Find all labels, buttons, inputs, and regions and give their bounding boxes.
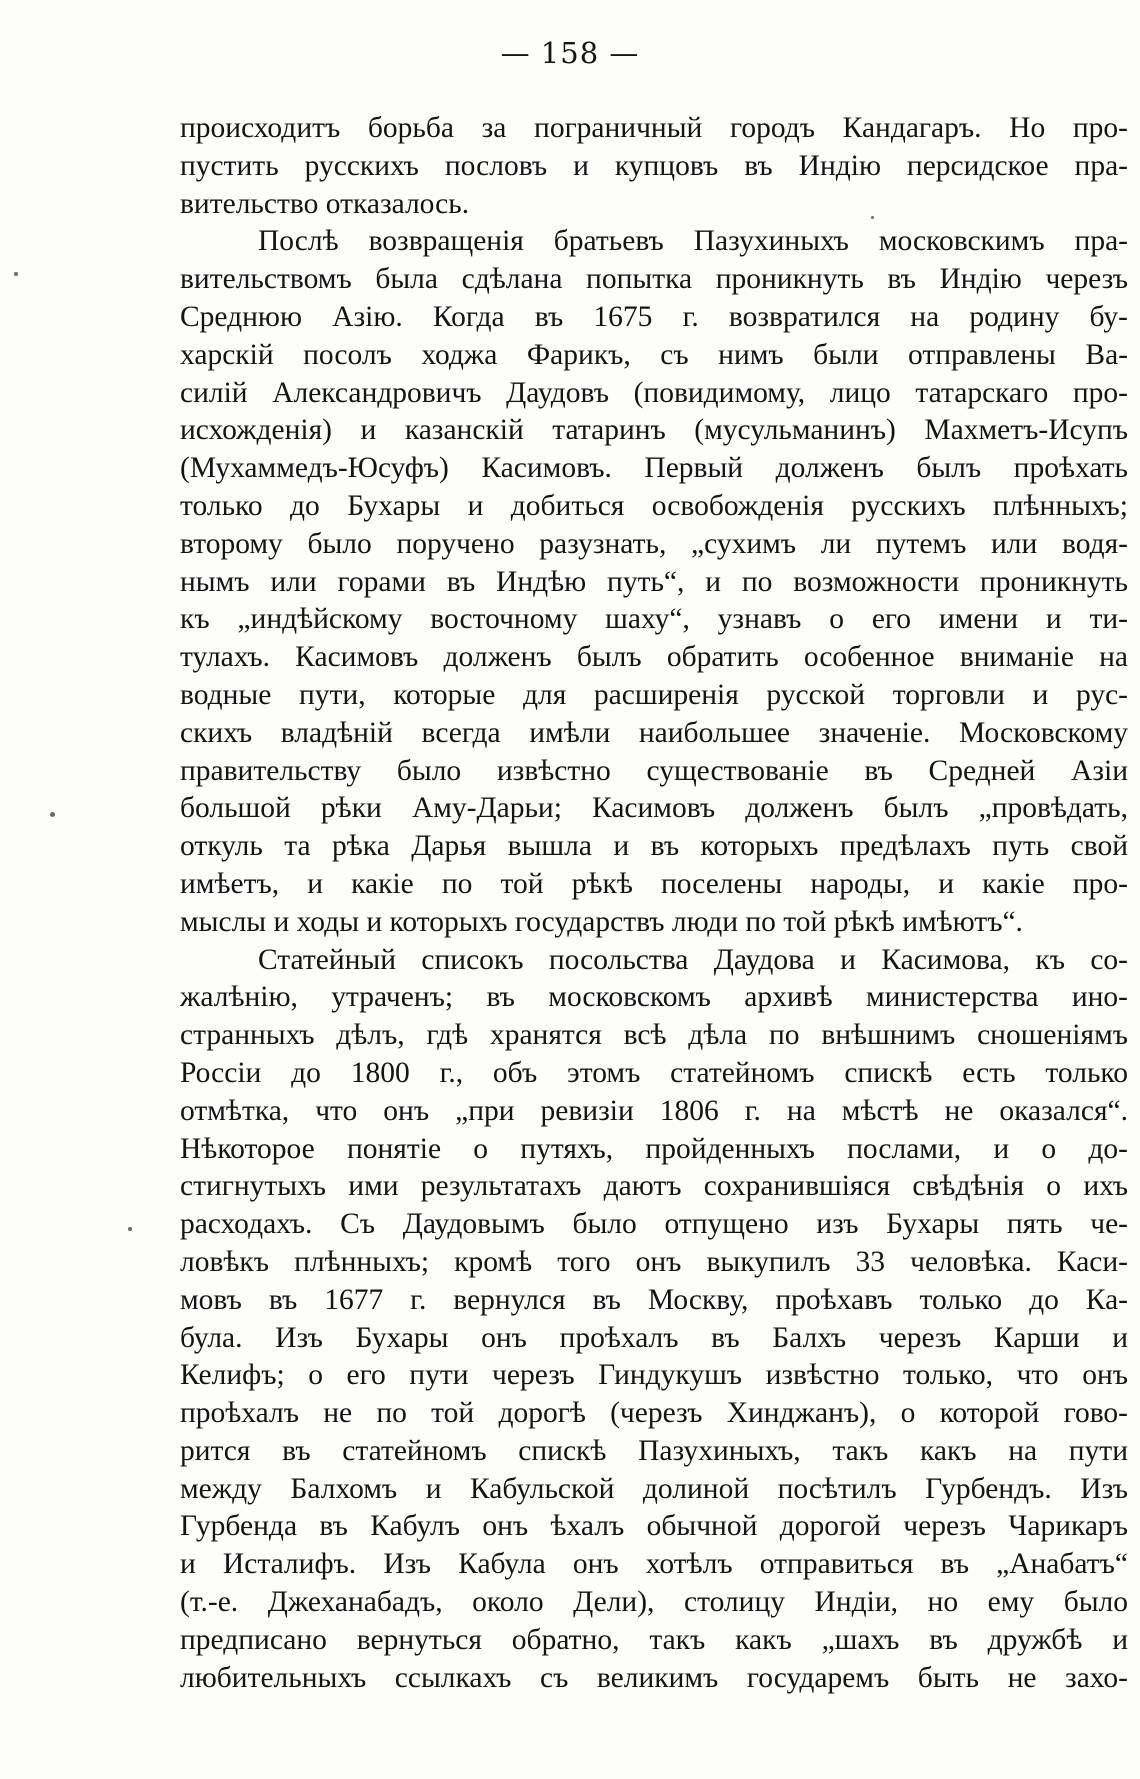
text-line: исхожденія) и казанскій татаринъ (мусульманинъ) Махметъ-Исупъ — [180, 414, 1128, 447]
text-line: второму было поручено разузнать, „сухимъ ли путемъ или водя- — [180, 527, 1128, 560]
text-line: ловѣкъ плѣнныхъ; кромѣ того онъ выкупилъ 33 человѣка. Каси- — [180, 1245, 1128, 1278]
text-line: харскій посолъ ходжа Фарикъ, съ нимъ были отправлены Ва- — [180, 338, 1128, 371]
text-line: правительству было извѣстно существованіе въ Средней Азіи — [180, 754, 1128, 787]
text-line: мыслы и ходы и которыхъ государствъ люди по той рѣкѣ имѣютъ“. — [180, 905, 1023, 938]
text-line: Среднюю Азію. Когда въ 1675 г. возвратился на родину бу- — [180, 300, 1128, 333]
text-line: скихъ владѣній всегда имѣли наибольшее значеніе. Московскому — [180, 716, 1128, 749]
text-line: вительство отказалось. — [180, 187, 470, 220]
text-line: и Исталифъ. Изъ Кабула онъ хотѣлъ отправиться въ „Анабатъ“ — [180, 1548, 1128, 1581]
text-line: имѣетъ, и какіе по той рѣкѣ поселены народы, и какіе про- — [180, 867, 1128, 900]
text-line: проѣхалъ не по той дорогѣ (черезъ Хинджанъ), о которой гово- — [180, 1397, 1128, 1430]
text-line: только до Бухары и добиться освобожденія русскихъ плѣнныхъ; — [180, 489, 1128, 522]
text-line: (Мухаммедъ-Юсуфъ) Касимовъ. Первый долженъ былъ проѣхать — [180, 452, 1128, 485]
text-line: къ „индѣйскому восточному шаху“, узнавъ о его имени и ти- — [180, 603, 1128, 636]
body-text — [180, 110, 1128, 1697]
text-line: странныхъ дѣлъ, гдѣ хранятся всѣ дѣла по внѣшнимъ сношеніямъ — [180, 1019, 1128, 1052]
text-line: силій Александровичъ Даудовъ (повидимому, лицо татарскаго про- — [180, 376, 1128, 409]
text-line: вительствомъ была сдѣлана попытка проникнуть въ Индію черезъ — [180, 263, 1128, 296]
text-line: була. Изъ Бухары онъ проѣхалъ въ Балхъ черезъ Карши и — [180, 1321, 1128, 1354]
text-line: жалѣнію, утраченъ; въ московскомъ архивѣ министерства ино- — [180, 981, 1128, 1014]
print-speck — [50, 812, 55, 817]
text-line: (т.-е. Джеханабадъ, около Дели), столицу Индіи, но ему было — [180, 1586, 1128, 1619]
text-line: пустить русскихъ пословъ и купцовъ въ Индію персидское пра- — [180, 149, 1128, 182]
text-line: Послѣ возвращенія братьевъ Пазухиныхъ московскимъ пра- — [258, 225, 1128, 258]
text-line: происходитъ борьба за пограничный городъ Кандагаръ. Но про- — [180, 112, 1128, 144]
text-line: Келифъ; о его пути черезъ Гиндукушъ извѣстно только, что онъ — [180, 1359, 1128, 1392]
print-speck — [14, 272, 18, 276]
text-line: откуль та рѣка Дарья вышла и въ которыхъ предѣлахъ путь свой — [180, 830, 1128, 863]
print-speck — [128, 1227, 132, 1231]
text-line: отмѣтка, что онъ „при ревизіи 1806 г. на мѣстѣ не оказался“. — [180, 1094, 1128, 1127]
text-line: рится въ статейномъ спискѣ Пазухиныхъ, такъ какъ на пути — [180, 1434, 1128, 1467]
text-line: тулахъ. Касимовъ долженъ былъ обратить особенное вниманіе на — [180, 641, 1128, 674]
text-line: Россіи до 1800 г., объ этомъ статейномъ спискѣ есть только — [180, 1056, 1128, 1089]
text-line: Нѣкоторое понятіе о путяхъ, пройденныхъ послами, и о до- — [180, 1132, 1128, 1165]
text-line: между Балхомъ и Кабульской долиной посѣтилъ Гурбендъ. Изъ — [180, 1472, 1128, 1505]
text-line: предписано вернуться обратно, такъ какъ „шахъ въ дружбѣ и — [180, 1623, 1128, 1656]
text-line: расходахъ. Съ Даудовымъ было отпущено изъ Бухары пять че- — [180, 1208, 1128, 1241]
print-speck — [871, 216, 874, 219]
text-line: любительныхъ ссылкахъ съ великимъ государемъ быть не захо- — [180, 1661, 1128, 1694]
text-line: нымъ или горами въ Индѣю путь“, и по возможности проникнуть — [180, 565, 1128, 598]
text-line: большой рѣки Аму-Дарьи; Касимовъ долженъ былъ „провѣдать, — [180, 792, 1128, 825]
text-line: мовъ въ 1677 г. вернулся въ Москву, проѣхавъ только до Ка- — [180, 1283, 1128, 1316]
text-line: водные пути, которые для расширенія русской торговли и рус- — [180, 678, 1128, 711]
text-line: стигнутыхъ ими результатахъ даютъ сохранившіяся свѣдѣнія о ихъ — [180, 1170, 1128, 1203]
text-line: Статейный списокъ посольства Даудова и Касимова, къ со- — [258, 943, 1128, 976]
text-line: Гурбенда въ Кабулъ онъ ѣхалъ обычной дорогой черезъ Чарикаръ — [180, 1510, 1128, 1543]
page-number: — 158 — — [500, 36, 640, 70]
